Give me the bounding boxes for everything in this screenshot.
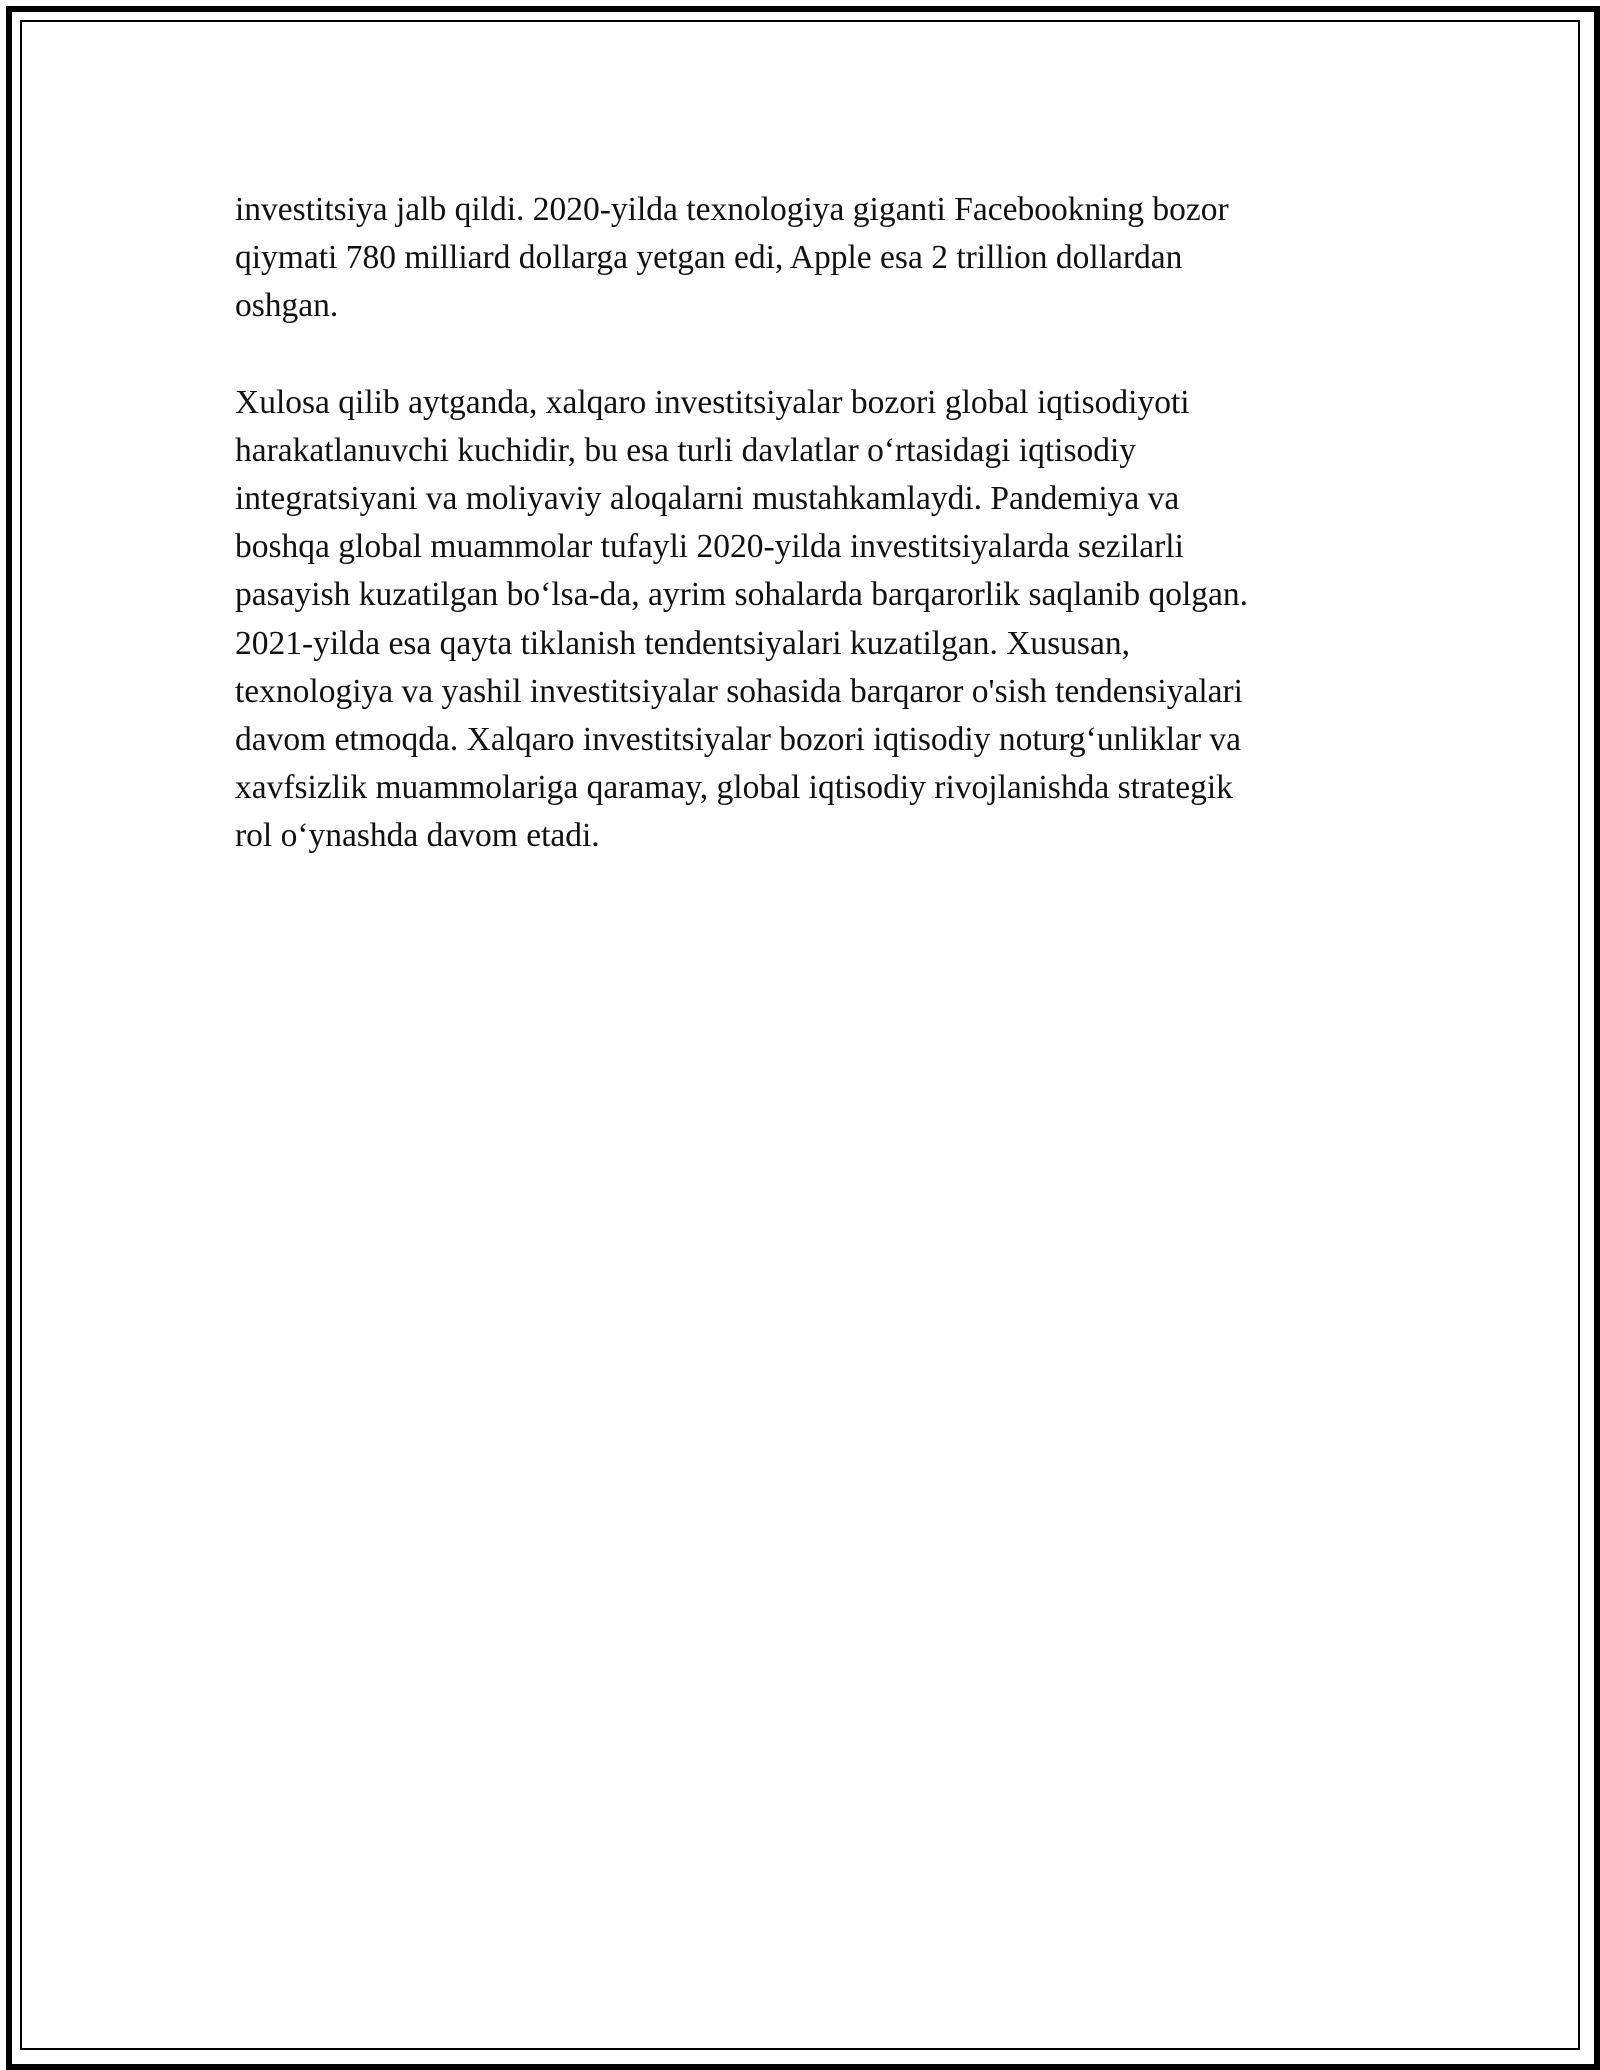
text-line: xavfsizlik muammolariga qaramay, global iqtisodiy rivojlanishda strategik — [235, 769, 1233, 807]
text-line: davom etmoqda. Xalqaro investitsiyalar bozori iqtisodiy noturg‘unliklar va — [235, 721, 1242, 759]
text-line: texnologiya va yashil investitsiyalar sohasida barqaror o'sish tendensiyalari — [235, 672, 1243, 710]
text-line: rol o‘ynashda davom etadi. — [235, 817, 600, 855]
text-line: boshqa global muammolar tufayli 2020-yilda investitsiyalarda sezilarli — [235, 528, 1184, 566]
document-body — [235, 186, 1365, 861]
text-line: integratsiyani va moliyaviy aloqalarni mustahkamlaydi. Pandemiya va — [235, 480, 1180, 518]
text-line: 2021-yilda esa qayta tiklanish tendentsiyalari kuzatilgan. Xususan, — [235, 624, 1130, 662]
text-line: harakatlanuvchi kuchidir, bu esa turli davlatlar o‘rtasidagi iqtisodiy — [235, 431, 1137, 469]
paragraph-1 — [235, 186, 1365, 331]
paragraph-2 — [235, 379, 1365, 861]
text-line: oshgan. — [235, 287, 339, 325]
text-line: Xulosa qilib aytganda, xalqaro investitsiyalar bozori global iqtisodiyoti — [235, 383, 1190, 421]
text-line: qiymati 780 milliard dollarga yetgan edi, Apple esa 2 trillion dollardan — [235, 239, 1183, 277]
text-line: pasayish kuzatilgan bo‘lsa-da, ayrim sohalarda barqarorlik saqlanib qolgan. — [235, 576, 1249, 614]
text-line: investitsiya jalb qildi. 2020-yilda texnologiya giganti Facebookning bozor — [235, 191, 1229, 228]
